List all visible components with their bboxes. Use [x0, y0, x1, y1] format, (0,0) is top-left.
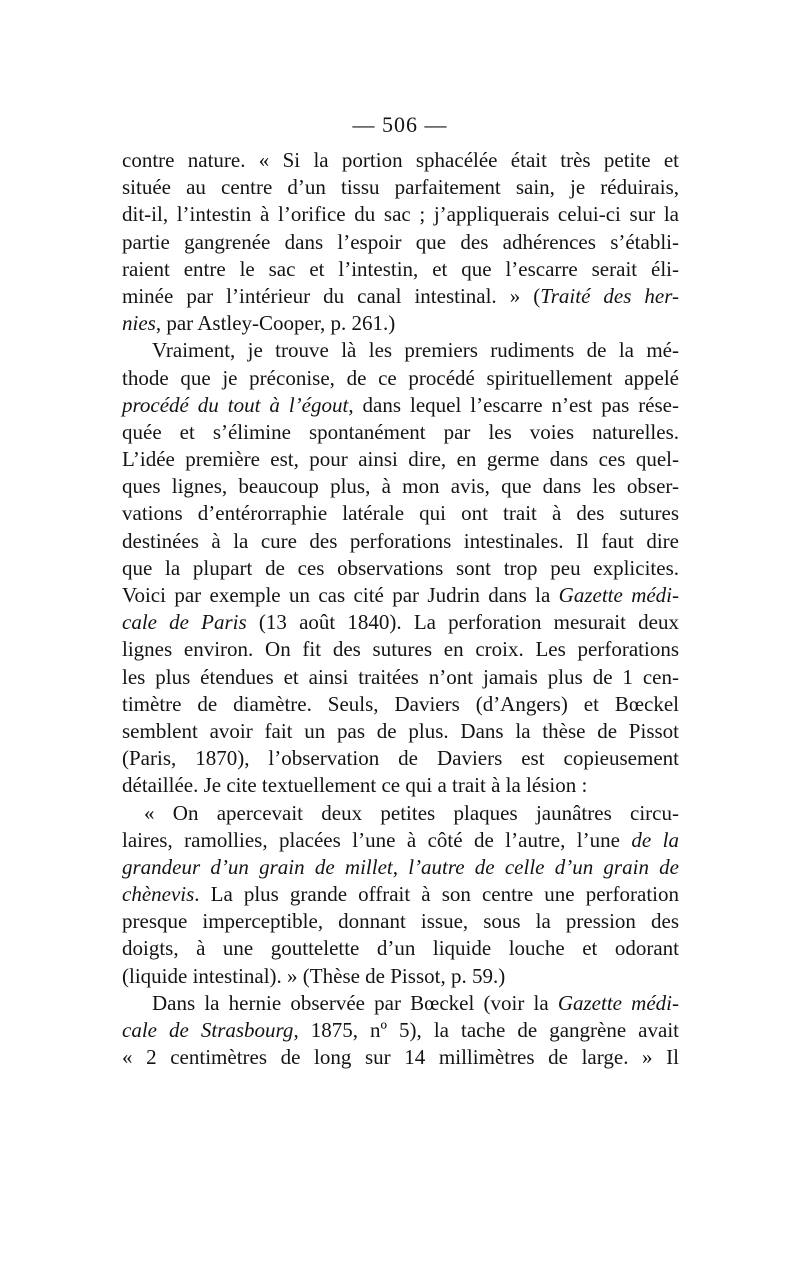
- text-line: cale de Paris (13 août 1840). La perforation mesurait deux: [122, 610, 679, 635]
- text-line: lignes environ. On fit des sutures en croix. Les perforations: [122, 637, 679, 662]
- text-line: « On apercevait deux petites plaques jaunâtres circu-: [144, 800, 679, 825]
- italic-quote: chènevis: [122, 882, 195, 907]
- text-line: « 2 centimètres de long sur 14 millimètres de large. » Il: [122, 1045, 679, 1070]
- italic-title: Traité des her-: [540, 283, 679, 308]
- text-line: (liquide intestinal). » (Thèse de Pissot, p. 59.): [122, 963, 506, 988]
- text-line: procédé du tout à l’égout, dans lequel l’escarre n’est pas rése-: [122, 392, 679, 417]
- text-line: presque imperceptible, donnant issue, sous la pression des: [122, 909, 679, 934]
- text-line: [122, 854, 679, 881]
- text-line: Vraiment, je trouve là les premiers rudiments de la mé-: [152, 338, 679, 363]
- page-number: — 506 —: [352, 112, 448, 137]
- italic-title: Gazette médi-: [557, 990, 679, 1015]
- text-line: destinées à la cure des perforations intestinales. Il faut dire: [122, 528, 679, 553]
- text-line: laires, ramollies, placées l’une à côté de l’autre, l’une de la: [122, 827, 680, 852]
- italic-title: nies: [122, 311, 156, 336]
- italic-quote: grandeur d’un grain de millet, l’autre de celle d’un grain de: [122, 854, 679, 879]
- text-line: doigts, à une gouttelette d’un liquide louche et odorant: [122, 936, 679, 961]
- text-line: Dans la hernie observée par Bœckel (voir la Gazette médi-: [152, 990, 679, 1015]
- italic-title: cale de Paris: [122, 610, 247, 635]
- text-line: vations d’entérorraphie latérale qui ont trait à des sutures: [122, 501, 679, 526]
- body-text: [122, 147, 679, 1071]
- text-line: thode que je préconise, de ce procédé spirituellement appelé: [122, 365, 679, 390]
- text-line: partie gangrenée dans l’espoir que des adhérences s’établi-: [122, 229, 679, 254]
- text-line: quée et s’élimine spontanément par les voies naturelles.: [122, 419, 679, 444]
- text-line: nies, par Astley-Cooper, p. 261.): [122, 311, 396, 336]
- text-line: ques lignes, beaucoup plus, à mon avis, que dans les obser-: [122, 474, 679, 499]
- text-line: raient entre le sac et l’intestin, et que l’escarre serait éli-: [122, 256, 679, 281]
- text-line: L’idée première est, pour ainsi dire, en germe dans ces quel-: [122, 447, 679, 472]
- italic-title: cale de Strasbourg: [122, 1018, 294, 1042]
- text-line: que la plupart de ces observations sont trop peu explicites.: [122, 555, 679, 580]
- text-line: semblent avoir fait un pas de plus. Dans la thèse de Pissot: [122, 718, 679, 743]
- text-line: Voici par exemple un cas cité par Judrin dans la Gazette médi-: [122, 583, 680, 607]
- italic-quote: de la: [631, 827, 680, 852]
- text-line: chènevis. La plus grande offrait à son centre une perforation: [122, 882, 679, 907]
- text-line: minée par l’intérieur du canal intestinal. » (Traité des her-: [122, 283, 679, 308]
- italic-term: procédé du tout à l’égout: [122, 392, 349, 417]
- italic-title: Gazette médi-: [558, 583, 680, 607]
- text-line: les plus étendues et ainsi traitées n’ont jamais plus de 1 cen-: [122, 664, 679, 689]
- text-line: située au centre d’un tissu parfaitement sain, je réduirais,: [122, 175, 679, 200]
- text-line: (Paris, 1870), l’observation de Daviers est copieusement: [122, 746, 679, 771]
- text-line: timètre de diamètre. Seuls, Daviers (d’Angers) et Bœckel: [122, 691, 679, 716]
- text-line: contre nature. « Si la portion sphacélée était très petite et: [122, 148, 679, 172]
- text-line: dit-il, l’intestin à l’orifice du sac ; j’appliquerais celui-ci sur la: [122, 202, 679, 227]
- text-line: cale de Strasbourg, 1875, nº 5), la tache de gangrène avait: [122, 1018, 679, 1042]
- text-line: détaillée. Je cite textuellement ce qui a trait à la lésion :: [122, 773, 588, 798]
